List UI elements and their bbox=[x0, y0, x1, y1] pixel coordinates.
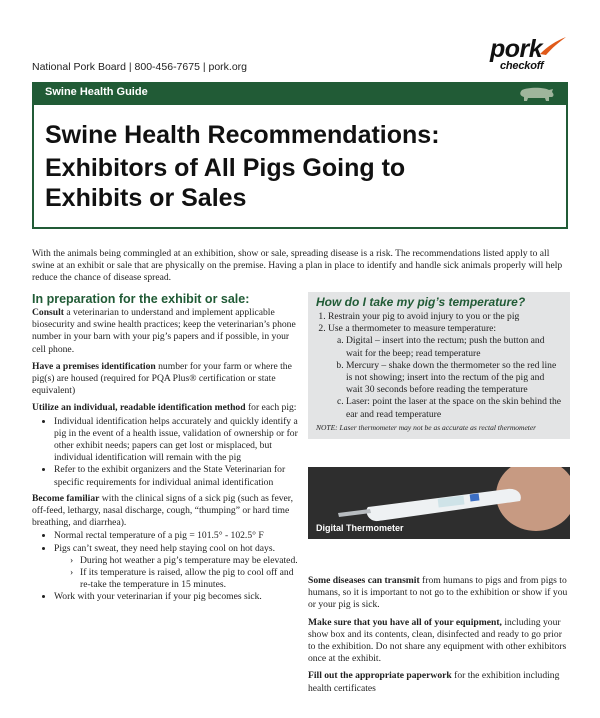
transmit-text: from humans to pigs and from pigs to humans, so it is important to not go to the exhibition or show if you or your pig is sick. bbox=[308, 575, 568, 611]
sublist-item: › If its temperature is raised, allow the pig to cool off and re-take the temperature in 15 minutes. bbox=[70, 567, 304, 591]
consult-paragraph bbox=[32, 307, 304, 356]
pig-icon bbox=[516, 86, 556, 102]
sublist-item: › During hot weather a pig’s temperature may be elevated. bbox=[70, 555, 304, 567]
page-title-line2: Exhibitors of All Pigs Going to Exhibits or Sales bbox=[45, 154, 406, 212]
intro-paragraph: With the animals being commingled at an exhibition, show or sale, spreading disease is a risk. The recommendations listed apply to all swine at an exhibit or sale that are physically on the premise. Having a plan in place to identify and handle sick animals properly will help reduce the chance of disease spread. bbox=[32, 248, 563, 284]
transmit-lead: Some diseases can transmit bbox=[308, 575, 420, 587]
familiar-lead: Become familiar bbox=[32, 492, 100, 504]
step-text: Use a thermometer to measure temperature: bbox=[328, 323, 497, 335]
logo-swoosh-icon bbox=[538, 36, 568, 56]
list-item: • Normal rectal temperature of a pig = 101.5° - 102.5° F bbox=[54, 530, 304, 542]
pork-checkoff-logo bbox=[486, 36, 568, 76]
heat-sublist bbox=[54, 555, 304, 592]
familiar-paragraph bbox=[32, 493, 304, 530]
list-item-text: Pigs can’t sweat, they need help staying cool on hot days. bbox=[54, 542, 275, 554]
familiar-text: with the clinical signs of a sick pig (such as fever, off-feed, lethargy, nasal discharge, cough, “thumping” or hard time breathing, and diarrhea). bbox=[32, 492, 293, 529]
premises-text: number for your farm or where the pig(s) are housed (required for PQA Plus® certification or state equivalent) bbox=[32, 360, 292, 397]
list-item bbox=[54, 543, 304, 592]
identification-paragraph bbox=[32, 402, 304, 414]
list-item: • Work with your veterinarian if your pig becomes sick. bbox=[54, 591, 304, 603]
identification-text: for each pig: bbox=[245, 402, 297, 414]
prep-heading: In preparation for the exhibit or sale: bbox=[32, 292, 250, 306]
premises-lead: Have a premises identification bbox=[32, 360, 156, 372]
premises-paragraph bbox=[32, 361, 304, 398]
temperature-box bbox=[308, 292, 570, 439]
paperwork-text: for the exhibition including health certificates bbox=[308, 670, 560, 694]
step-item bbox=[328, 323, 562, 421]
temperature-heading: How do I take my pig’s temperature? bbox=[316, 295, 526, 309]
sick-signs-list bbox=[32, 530, 304, 603]
photo-caption: Digital Thermometer bbox=[316, 522, 404, 533]
step-item: 1. Restrain your pig to avoid injury to you or the pig bbox=[328, 311, 562, 323]
consult-text: a veterinarian to understand and implement applicable biosecurity and swine health practices; keep the veterinarian’s phone number in your barn with your pig’s papers and if possible, in your cell phone. bbox=[32, 307, 296, 355]
logo-word: pork bbox=[490, 35, 543, 63]
laser-note: NOTE: Laser thermometer may not be as accurate as rectal thermometer bbox=[316, 422, 537, 432]
equipment-lead: Make sure that you have all of your equipment, bbox=[308, 616, 502, 628]
list-item: • Refer to the exhibit organizers and the State Veterinarian for specific requirements for individual animal identification bbox=[54, 464, 304, 488]
identification-lead: Utilize an individual, readable identification method bbox=[32, 402, 246, 414]
logo-subword: checkoff bbox=[500, 60, 544, 72]
left-column bbox=[32, 292, 304, 608]
list-item: • Individual identification helps accurately and quickly identify a pig in the event of a health issue, validation of ownership or for other exhibit needs; papers can get lost or misplaced, but individual identification will remain with the pig bbox=[54, 416, 304, 465]
band-title: Swine Health Guide bbox=[45, 86, 148, 98]
substep-item: b. Mercury – shake down the thermometer so the red line is not showing; insert into the rectum of the pig and wait 30 seconds before reading the temperature bbox=[346, 360, 562, 397]
title-box bbox=[32, 105, 568, 229]
right-column bbox=[308, 292, 570, 700]
thermometer-types bbox=[328, 335, 562, 420]
org-contact-line: National Pork Board | 800-456-7675 | pork.org bbox=[32, 61, 247, 73]
paperwork-paragraph bbox=[308, 670, 570, 694]
temperature-steps bbox=[316, 311, 562, 421]
equipment-text: including your show box and its contents, clean, disinfected and ready to go prior to the exhibition. Do not share any equipment with other exhibitors once at the exhibit. bbox=[308, 616, 567, 665]
page-title-line1: Swine Health Recommendations: bbox=[45, 121, 440, 149]
identification-list bbox=[32, 416, 304, 489]
guide-band bbox=[32, 82, 568, 105]
substep-item: a. Digital – insert into the rectum; push the button and wait for the beep; read temperature bbox=[346, 335, 562, 359]
consult-lead: Consult bbox=[32, 307, 64, 318]
transmit-paragraph bbox=[308, 575, 570, 612]
substep-item: c. Laser: point the laser at the space on the skin behind the ear and read temperature bbox=[346, 396, 562, 420]
equipment-paragraph bbox=[308, 617, 570, 666]
paperwork-lead: Fill out the appropriate paperwork bbox=[308, 670, 452, 682]
thermometer-photo bbox=[308, 467, 570, 539]
